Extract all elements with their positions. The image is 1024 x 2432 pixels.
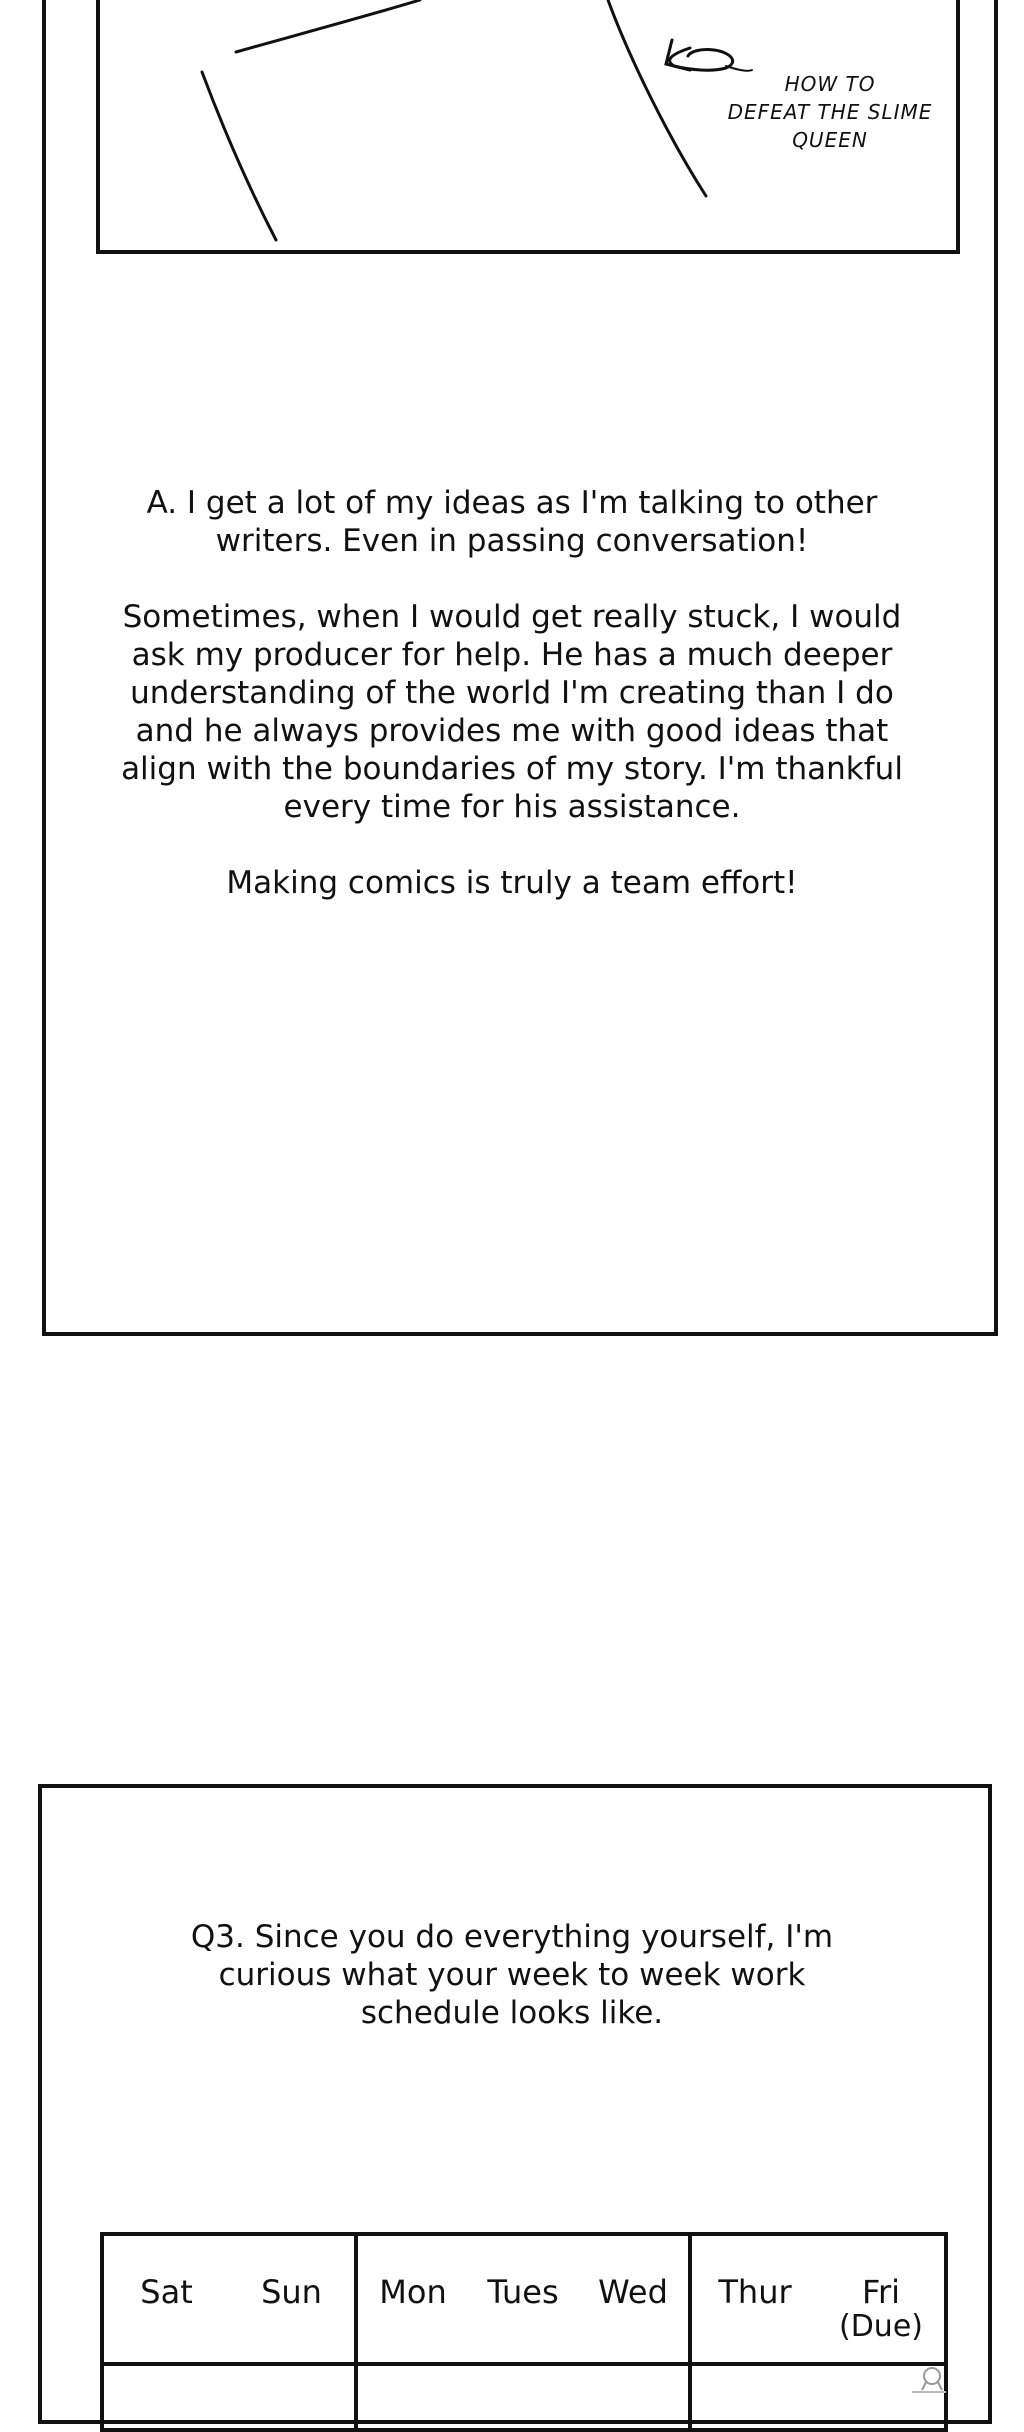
question-text: Q3. Since you do everything yourself, I'm curious what your week to week work schedule looks like. — [190, 1919, 834, 2031]
day-fri-due: (Due) — [839, 2309, 923, 2344]
day-mon: Mon — [379, 2273, 447, 2311]
sketch-note: HOW TO DEFEAT THE SLIME QUEEN — [727, 72, 933, 152]
day-fri-label: Fri — [861, 2273, 901, 2311]
day-tues: Tues — [487, 2273, 559, 2311]
answer-text — [120, 484, 904, 940]
answer-paragraph-3: Making comics is truly a team effort! — [226, 865, 798, 901]
watermark-icon — [906, 2362, 950, 2398]
day-sun: Sun — [261, 2273, 322, 2311]
day-wed: Wed — [598, 2273, 668, 2311]
day-fri — [818, 2236, 944, 2428]
day-sat: Sat — [140, 2273, 193, 2311]
schedule-group-end — [688, 2236, 944, 2428]
schedule-group-midweek — [354, 2236, 688, 2428]
schedule-group-weekend — [104, 2236, 354, 2428]
answer-paragraph-1: A. I get a lot of my ideas as I'm talking to other writers. Even in passing conversation! — [146, 485, 878, 559]
answer-paragraph-2: Sometimes, when I would get really stuck, I would ask my producer for help. He has a much deeper understanding of the world I'm creating than I do and he always provides me with good ideas that align with the boundaries of my story. I'm thankful every time for his assistance. — [121, 599, 903, 825]
schedule-table — [100, 2232, 948, 2432]
day-thur: Thur — [718, 2273, 792, 2311]
